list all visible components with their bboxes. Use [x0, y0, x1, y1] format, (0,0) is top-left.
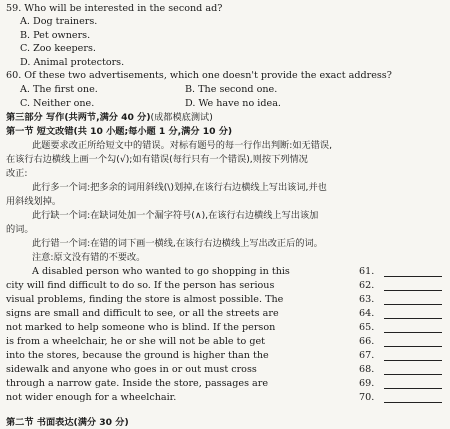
answer-blank-67[interactable] [384, 360, 442, 361]
passage-text: not marked to help someone who is blind. If the person [6, 322, 276, 333]
answer-blank-70[interactable] [384, 402, 442, 403]
passage-line-68 [0, 363, 450, 376]
passage-text: visual problems, finding the store is almost possible. The [6, 294, 284, 305]
question-60-option-a: A. The first one. [20, 84, 98, 95]
question-59-option-b: B. Pet owners. [20, 30, 91, 41]
part3-heading-source: (成都模底测试) [150, 112, 213, 123]
question-60-option-c: C. Neither one. [20, 98, 95, 109]
line-number: 67. [359, 350, 375, 361]
question-60-stem: 60. Of these two advertisements, which one doesn't provide the exact address? [6, 70, 392, 81]
line-number: 69. [359, 378, 375, 389]
instruction-line: 此行错一个词:在错的词下画一横线,在该行右边横线上写出改正后的词。 [32, 238, 323, 249]
line-number: 63. [359, 294, 375, 305]
passage-text: into the stores, because the ground is higher than the [6, 350, 269, 361]
line-number: 61. [359, 266, 375, 277]
passage-line-62 [0, 279, 450, 292]
instruction-note: 注意:原文没有错的不要改。 [32, 252, 146, 263]
passage-line-65 [0, 321, 450, 334]
passage-line-70 [0, 391, 450, 404]
passage-line-69 [0, 377, 450, 390]
question-60-options-row-2 [0, 97, 450, 110]
instruction-line: 的词。 [6, 224, 34, 235]
passage-text: through a narrow gate. Inside the store, passages are [6, 378, 269, 389]
part3-heading-text: 第三部分 写作(共两节,满分 40 分) [6, 112, 151, 123]
question-59-option-c: C. Zoo keepers. [20, 43, 96, 54]
instruction-line: 用斜线划掉。 [6, 196, 62, 207]
passage-line-63 [0, 293, 450, 306]
passage-line-61 [0, 265, 450, 278]
section1-heading: 第一节 短文改错(共 10 小题;每小题 1 分,满分 10 分) [6, 126, 233, 137]
passage-line-66 [0, 335, 450, 348]
cut-off-heading-strip [0, 416, 450, 428]
answer-blank-64[interactable] [384, 318, 442, 319]
question-60-option-d: D. We have no idea. [185, 98, 281, 109]
part3-heading [6, 111, 450, 124]
answer-blank-65[interactable] [384, 332, 442, 333]
answer-blank-61[interactable] [384, 276, 442, 277]
question-59-option-a: A. Dog trainers. [20, 16, 98, 27]
line-number: 65. [359, 322, 375, 333]
answer-blank-63[interactable] [384, 304, 442, 305]
question-59-stem: 59. Who will be interested in the second ad? [6, 3, 223, 14]
line-number: 66. [359, 336, 375, 347]
passage-text: signs are small and difficult to see, or all the streets are [6, 308, 279, 319]
passage-text: is from a wheelchair, he or she will not be able to get [6, 336, 266, 347]
section2-heading: 第二节 书面表达(满分 30 分) [6, 417, 129, 428]
passage-line-67 [0, 349, 450, 362]
instruction-line: 改正: [6, 168, 28, 179]
passage-text: city will find difficult to do so. If the person has serious [6, 280, 275, 291]
passage-text: A disabled person who wanted to go shopping in this [32, 266, 290, 277]
answer-blank-66[interactable] [384, 346, 442, 347]
instruction-line: 此行多一个词:把多余的词用斜线(\)划掉,在该行右边横线上写出该词,并也 [32, 182, 327, 193]
passage-line-64 [0, 307, 450, 320]
answer-blank-62[interactable] [384, 290, 442, 291]
instruction-line: 此行缺一个词:在缺词处加一个漏字符号(∧),在该行右边横线上写出该加 [32, 210, 319, 221]
instruction-line: 在该行右边横线上画一个勾(√);如有错误(每行只有一个错误),则按下列情况 [6, 154, 308, 165]
instruction-line: 此题要求改正所给短文中的错误。对标有题号的每一行作出判断:如无错误, [32, 140, 333, 151]
question-59-option-d: D. Animal protectors. [20, 57, 125, 68]
line-number: 62. [359, 280, 375, 291]
question-60-options-row-1 [0, 83, 450, 96]
answer-blank-69[interactable] [384, 388, 442, 389]
question-60-option-b: B. The second one. [185, 84, 278, 95]
answer-blank-68[interactable] [384, 374, 442, 375]
line-number: 64. [359, 308, 375, 319]
passage-text: sidewalk and anyone who goes in or out must cross [6, 364, 257, 375]
passage-text: not wider enough for a wheelchair. [6, 392, 177, 403]
line-number: 70. [359, 392, 375, 403]
line-number: 68. [359, 364, 375, 375]
